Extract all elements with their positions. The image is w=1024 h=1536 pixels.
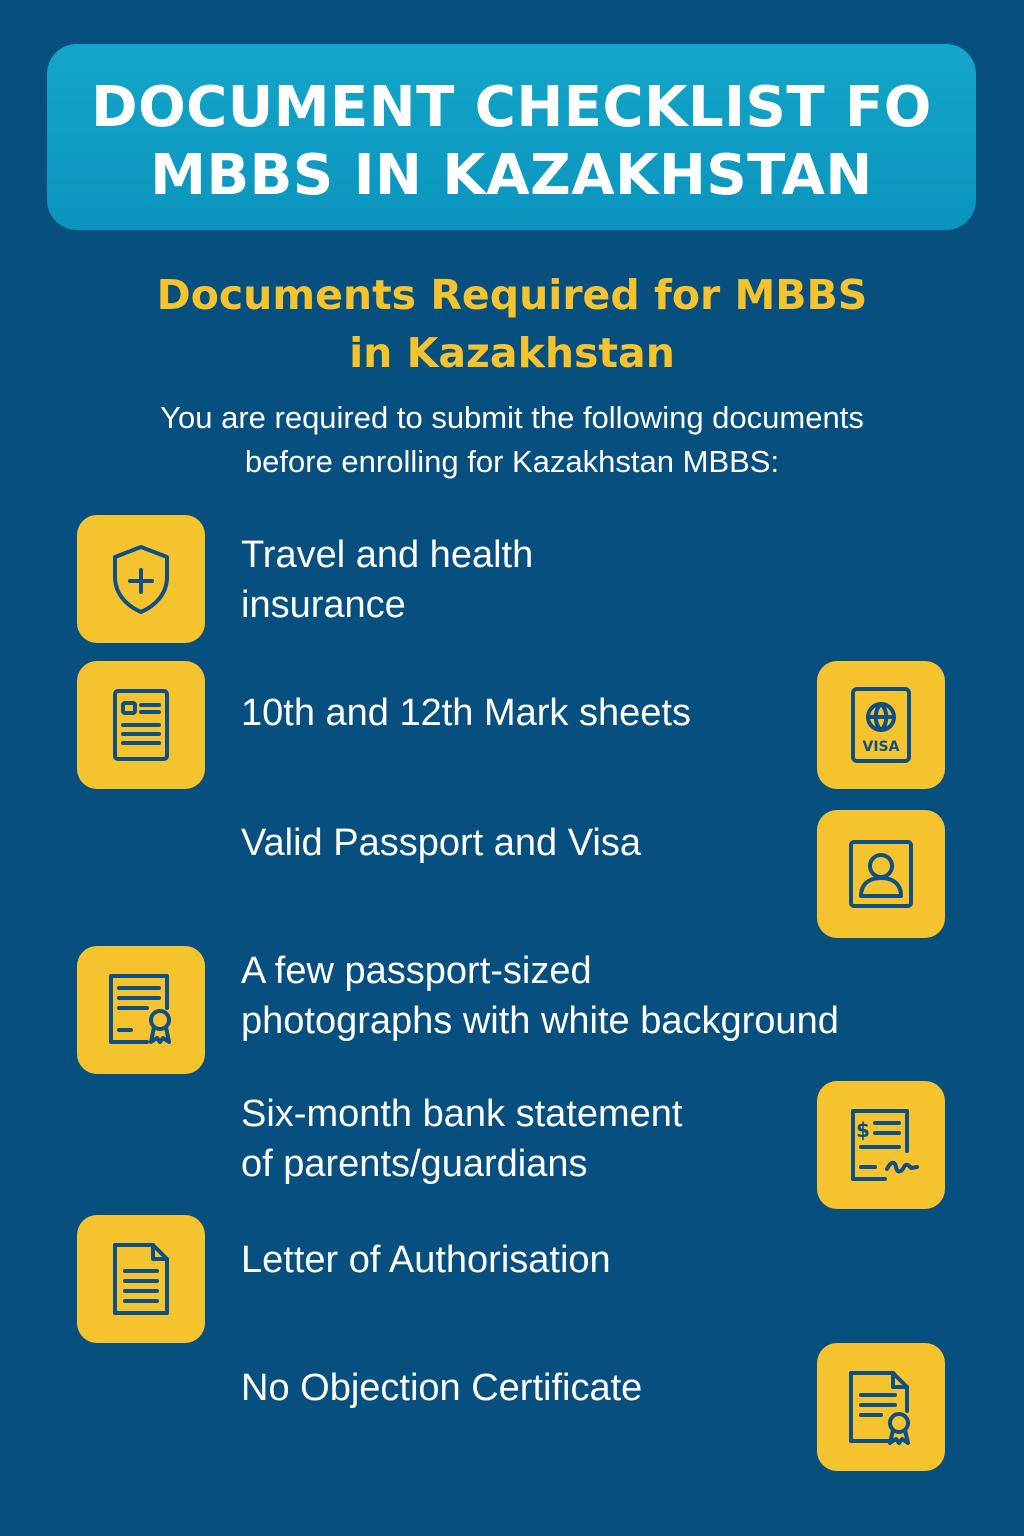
checklist-item-text: No Objection Certificate [241,1367,643,1409]
bank-statement-icon [817,1081,945,1209]
checklist-item-text: Travel and health [241,534,534,576]
page-title-line-2: MBBS IN KAZAKHSTAN [150,143,873,208]
checklist-item-text: A few passport-sized [241,950,592,992]
checklist-item-mark-sheets [241,688,691,738]
certificate-icon [77,946,205,1074]
page-title [47,74,976,210]
checklist-item-text: of parents/guardians [241,1143,588,1185]
checklist-item-text: photographs with white background [241,1000,839,1042]
checklist-item-photographs [241,946,839,1046]
id-card-icon [77,661,205,789]
document-lines-icon [77,1215,205,1343]
person-photo-icon [817,810,945,938]
section-heading-line-2: in Kazakhstan [349,329,675,377]
visa-label: VISA [862,739,900,755]
intro-text [0,396,1024,484]
checklist-item-bank-statement [241,1089,682,1189]
checklist-item-text: Valid Passport and Visa [241,822,641,864]
checklist-item-text: Letter of Authorisation [241,1239,611,1281]
intro-text-line-1: You are required to submit the following documents [160,400,864,435]
checklist-item-noc [241,1363,642,1413]
checklist-item-text: Six-month bank statement [241,1093,683,1135]
checklist-item-text: insurance [241,584,406,626]
section-heading [0,266,1024,382]
certificate-ribbon-icon [817,1343,945,1471]
checklist-item-authorisation-letter [241,1235,611,1285]
checklist-item-text: 10th and 12th Mark sheets [241,692,691,734]
title-banner [47,44,976,230]
checklist-item-passport-visa [241,818,641,868]
intro-text-line-2: before enrolling for Kazakhstan MBBS: [244,444,780,479]
section-heading-line-1: Documents Required for MBBS [156,271,868,319]
svg-text:$: $ [856,1118,870,1142]
visa-passport-icon [817,661,945,789]
shield-plus-icon [77,515,205,643]
checklist-item-insurance [241,530,533,630]
page-title-line-1: DOCUMENT CHECKLIST FO [91,75,932,140]
